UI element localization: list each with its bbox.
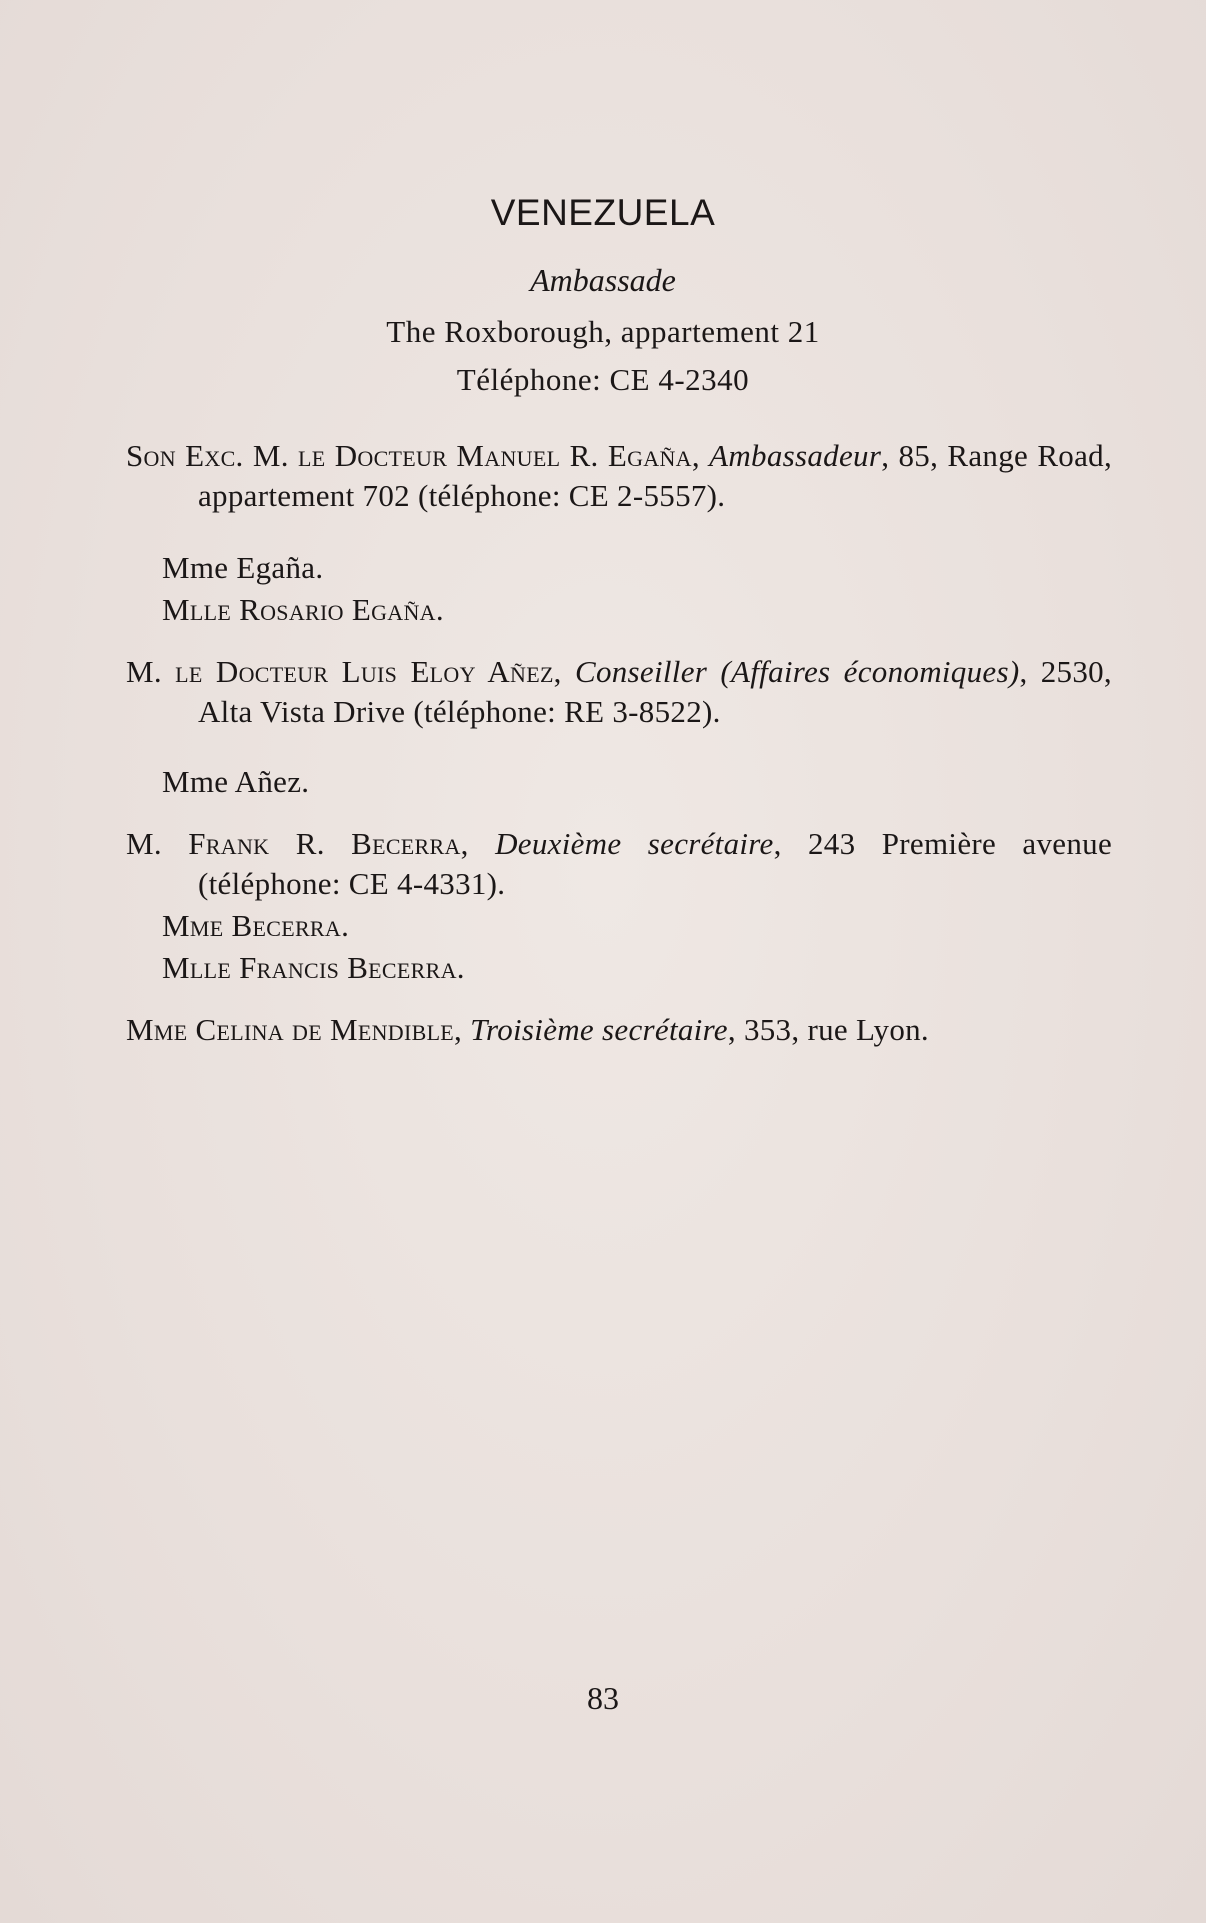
diplomat-entry-4 [126, 1010, 1112, 1050]
diplomat-name: Son Exc. M. le Docteur Manuel R. Egaña, [126, 438, 710, 473]
diplomat-name: M. le Docteur Luis Eloy Añez, [126, 654, 575, 689]
diplomat-title: Deuxième secrétaire [495, 826, 774, 861]
mission-type: Ambassade [530, 262, 676, 298]
diplomat-name: Mme Celina de Mendible, [126, 1012, 471, 1047]
diplomat-title: Conseiller (Affaires économiques) [574, 654, 1020, 689]
family-member: Mme Añez. [162, 764, 310, 799]
diplomat-address: , 243 Première avenue (téléphone: CE 4-4331). [198, 826, 1112, 901]
page-number: 83 [587, 1680, 619, 1716]
diplomat-entry-3 [126, 824, 1112, 904]
diplomat-title: Troisième secrétaire [470, 1012, 728, 1047]
family-member: Mlle Rosario Egaña. [162, 592, 444, 627]
diplomat-address: , 353, rue Lyon. [727, 1012, 929, 1047]
family-member: Mme Becerra. [162, 908, 350, 943]
diplomat-entry-1 [126, 436, 1112, 516]
embassy-telephone: Téléphone: CE 4-2340 [456, 362, 750, 397]
diplomat-address: , 85, Range Road, appartement 702 (téléphone: CE 2-5557). [198, 438, 1113, 513]
family-member: Mme Egaña. [162, 550, 324, 585]
country-heading: VENEZUELA [490, 192, 716, 233]
diplomat-name: M. Frank R. Becerra, [126, 826, 496, 861]
diplomat-entry-2 [126, 652, 1112, 732]
family-member: Mlle Francis Becerra. [162, 950, 465, 985]
diplomat-address: , 2530, Alta Vista Drive (téléphone: RE 3-8522). [198, 654, 1112, 729]
embassy-address: The Roxborough, appartement 21 [386, 314, 820, 349]
diplomat-title: Ambassadeur [709, 438, 882, 473]
